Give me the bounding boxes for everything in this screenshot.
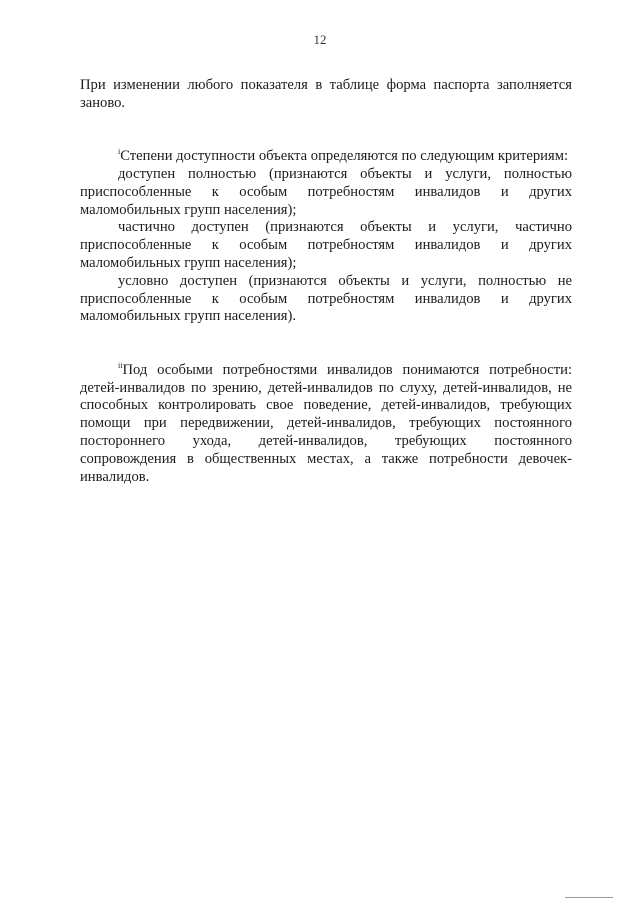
footnote-i-lead — [80, 148, 572, 166]
criterion-full-access: доступен полностью (признаются объекты и услуги, полностью приспособленные к особым потребностям инвалидов и других маломобильных групп населения); — [80, 165, 572, 218]
document-body — [80, 77, 572, 486]
footnote-ii-text: Под особыми потребностями инвалидов понимаются потребности: детей-инвалидов по зрению, детей-инвалидов по слуху, детей-инвалидов, не способных контролировать свое поведение, детей-инвалидов, требующих помощи при передвижении, детей-инвалидов, требующих постоянного постороннего ухода, детей-инвалидов, требующих постоянного сопровождения в общественных местах, а также потребности девочек-инвалидов. — [80, 361, 572, 485]
criterion-conditional-access: условно доступен (признаются объекты и услуги, полностью не приспособленные к особым потребностям инвалидов и других маломобильных групп населения). — [80, 272, 572, 325]
intro-paragraph: При изменении любого показателя в таблице форма паспорта заполняется заново. — [80, 77, 572, 111]
criterion-partial-access: частично доступен (признаются объекты и услуги, частично приспособленные к особым потребностям инвалидов и других маломобильных групп населения); — [80, 219, 572, 271]
footnote-marker-ii: ii — [118, 360, 123, 370]
footnote-marker-i: i — [118, 147, 121, 157]
footnote-ii — [80, 362, 572, 487]
page-number: 12 — [313, 32, 327, 47]
footer-rule — [565, 897, 613, 898]
footnote-i-lead-text: Степени доступности объекта определяются по следующим критериям: — [120, 148, 568, 165]
